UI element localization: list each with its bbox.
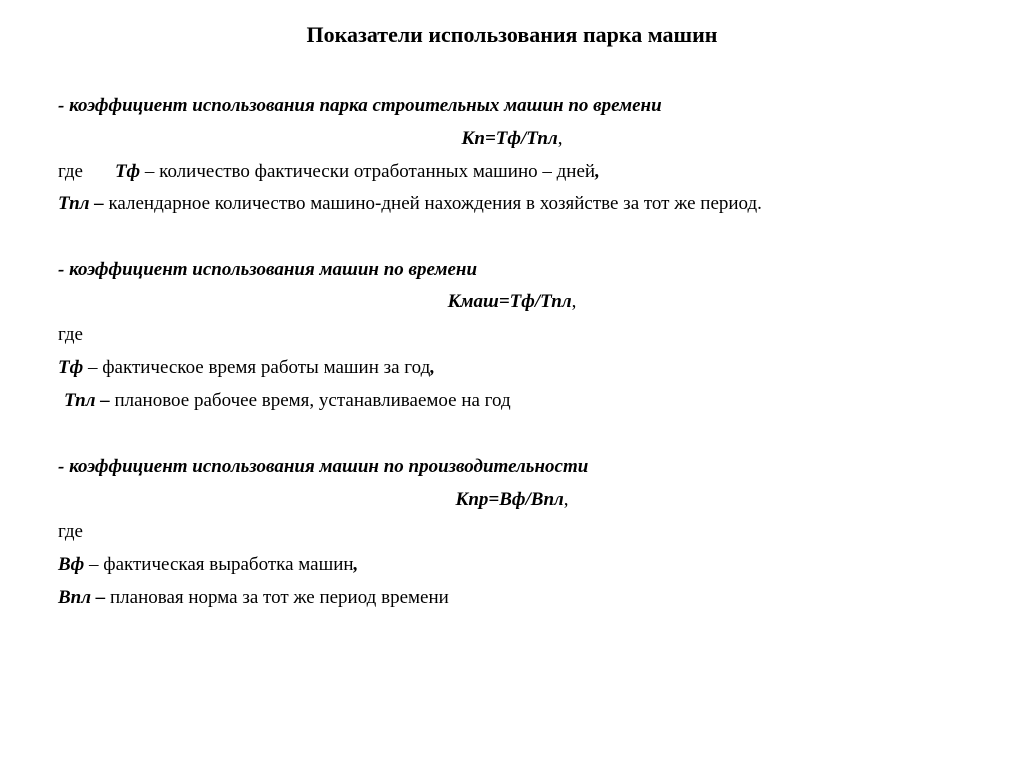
section2-heading: - коэффициент использования машин по времени <box>58 259 478 280</box>
section2-def1 <box>58 356 435 380</box>
section3-def2-text: плановая норма за тот же период времени <box>105 587 449 608</box>
section3-def1-text: – фактическая выработка машин <box>84 554 354 575</box>
section3-def2 <box>58 586 449 610</box>
section1-def1-text: – количество фактически отработанных машино – дней <box>140 161 596 182</box>
section2-where: где <box>58 324 83 345</box>
section1-def1 <box>58 160 600 184</box>
section3-heading: - коэффициент использования машин по производительности <box>58 456 589 477</box>
section2-formula <box>0 290 1024 314</box>
section3-where: где <box>58 521 83 542</box>
section3-def1 <box>58 553 358 577</box>
section3-formula <box>0 488 1024 512</box>
section2-def2 <box>64 389 511 413</box>
section1-def1-symbol: Тф <box>114 161 141 182</box>
section2-def2-text: плановое рабочее время, устанавливаемое на год <box>109 390 511 411</box>
section1-where: где <box>58 161 83 182</box>
section3-def2-symbol: Впл – <box>58 587 106 608</box>
section2-formula-expr: Кмаш=Тф/Тпл <box>447 291 572 312</box>
section3-def1-tail: , <box>353 554 359 575</box>
page-title: Показатели использования парка машин <box>306 22 718 47</box>
section2-def1-tail: , <box>430 357 435 378</box>
section3-def1-symbol: Вф <box>58 554 85 575</box>
section2-def2-symbol: Тпл – <box>64 390 110 411</box>
section1-formula <box>0 127 1024 151</box>
section1-formula-tail: , <box>557 128 563 149</box>
section1-def2-text: календарное количество машино-дней нахождения в хозяйстве за тот же период. <box>103 193 762 214</box>
section1-heading: - коэффициент использования парка строительных машин по времени <box>58 95 662 116</box>
section3-formula-expr: Кпр=Вф/Впл <box>455 489 564 510</box>
section2-formula-tail: , <box>571 291 577 312</box>
section1-def1-tail: , <box>595 161 600 182</box>
section2-def1-text: – фактическое время работы машин за год <box>83 357 431 378</box>
section1-def2 <box>58 192 762 216</box>
section3-formula-tail: , <box>563 489 569 510</box>
section2-def1-symbol: Тф <box>58 357 84 378</box>
section1-formula-expr: Кп=Тф/Тпл <box>461 128 558 149</box>
section1-def2-symbol: Тпл – <box>58 193 104 214</box>
